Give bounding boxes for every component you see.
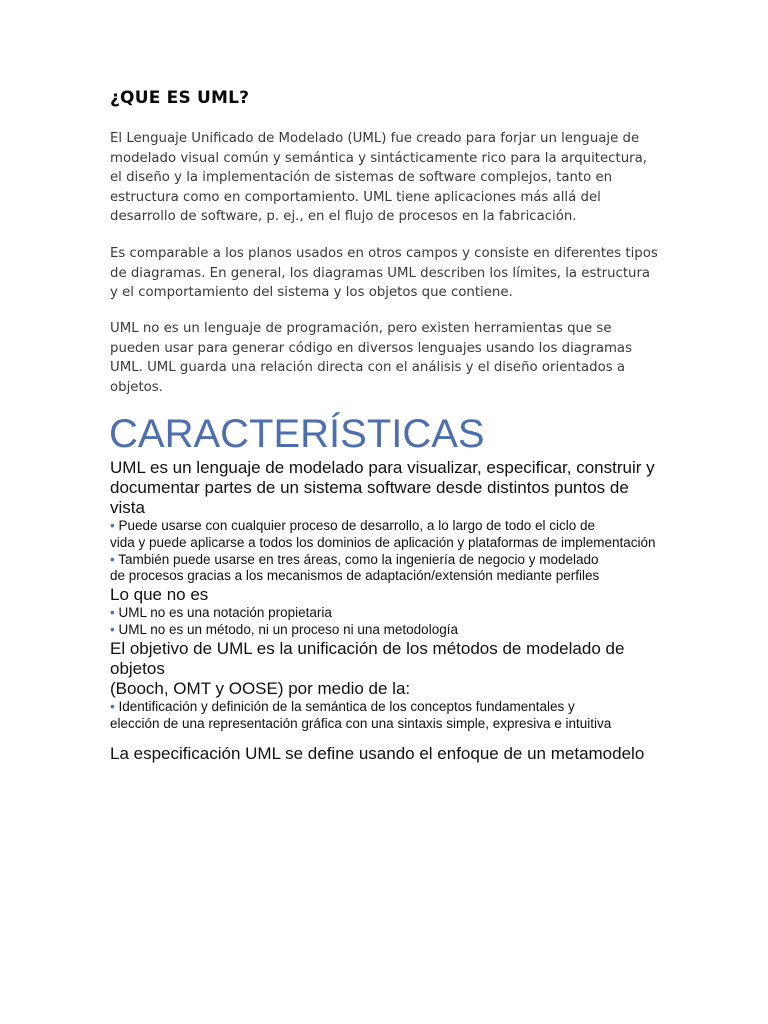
bullet-icon: •	[110, 551, 115, 567]
bullet-icon: •	[110, 621, 115, 637]
characteristics-content	[110, 458, 658, 764]
objective-line-2: (Booch, OMT y OOSE) por medio de la:	[110, 678, 411, 698]
bullet-item	[110, 518, 658, 535]
bullet-continuation: vida y puede aplicarse a todos los dominios de aplicación y plataformas de implementación	[110, 534, 656, 550]
bullet-item	[110, 622, 658, 639]
paragraph-uml-diagrams: Es comparable a los planos usados en otros campos y consiste en diferentes tipos de diagramas. En general, los diagramas UML describen los límites, la estructura y el comportamiento del sistema y los objetos que contiene.	[110, 246, 658, 300]
bullet-item	[110, 699, 658, 716]
closing-statement: La especificación UML se define usando el enfoque de un metamodelo	[110, 744, 645, 764]
bullet-text: UML no es un método, ni un proceso ni una metodología	[118, 621, 458, 637]
characteristics-intro-line-1: UML es un lenguaje de modelado para visualizar, especificar, construir y	[110, 458, 655, 477]
document-title: ¿QUE ES UML?	[110, 88, 250, 108]
bullet-icon: •	[110, 605, 115, 621]
bullet-text: UML no es una notación propietaria	[118, 605, 332, 621]
not-heading: Lo que no es	[110, 585, 209, 605]
bullet-text: Puede usarse con cualquier proceso de desarrollo, a lo largo de todo el ciclo de	[118, 518, 596, 533]
bullet-item	[110, 552, 658, 569]
bullet-icon: •	[110, 698, 115, 714]
characteristics-intro-line-2: documentar partes de un sistema software desde distintos puntos de vista	[110, 478, 629, 517]
bullet-continuation: de procesos gracias a los mecanismos de adaptación/extensión mediante perfiles	[110, 568, 600, 584]
paragraph-uml-definition: El Lenguaje Unificado de Modelado (UML) fue creado para forjar un lenguaje de modelado visual común y semántica y sintácticamente rico para la arquitectura, el diseño y la implementación de sistemas de software complejos, tanto en estructura como en comportamiento. UML tiene aplicaciones más allá del desarrollo de software, p. ej., en el flujo de procesos en la fabricación.	[110, 131, 647, 224]
paragraph-uml-not-language: UML no es un lenguaje de programación, pero existen herramientas que se pueden usar para generar código en diversos lenguajes usando los diagramas UML. UML guarda una relación directa con el análisis y el diseño orientados a objetos.	[110, 321, 633, 395]
bullet-text: También puede usarse en tres áreas, como la ingeniería de negocio y modelado	[118, 551, 599, 567]
bullet-item	[110, 605, 658, 622]
bullet-continuation: elección de una representación gráfica con una sintaxis simple, expresiva e intuitiva	[110, 715, 612, 731]
bullet-icon: •	[110, 518, 115, 533]
characteristics-heading: CARACTERÍSTICAS	[109, 412, 485, 456]
bullet-text: Identificación y definición de la semántica de los conceptos fundamentales y	[118, 698, 575, 714]
objective-line-1: El objetivo de UML es la unificación de los métodos de modelado de objetos	[110, 638, 625, 678]
spacer	[110, 732, 658, 744]
